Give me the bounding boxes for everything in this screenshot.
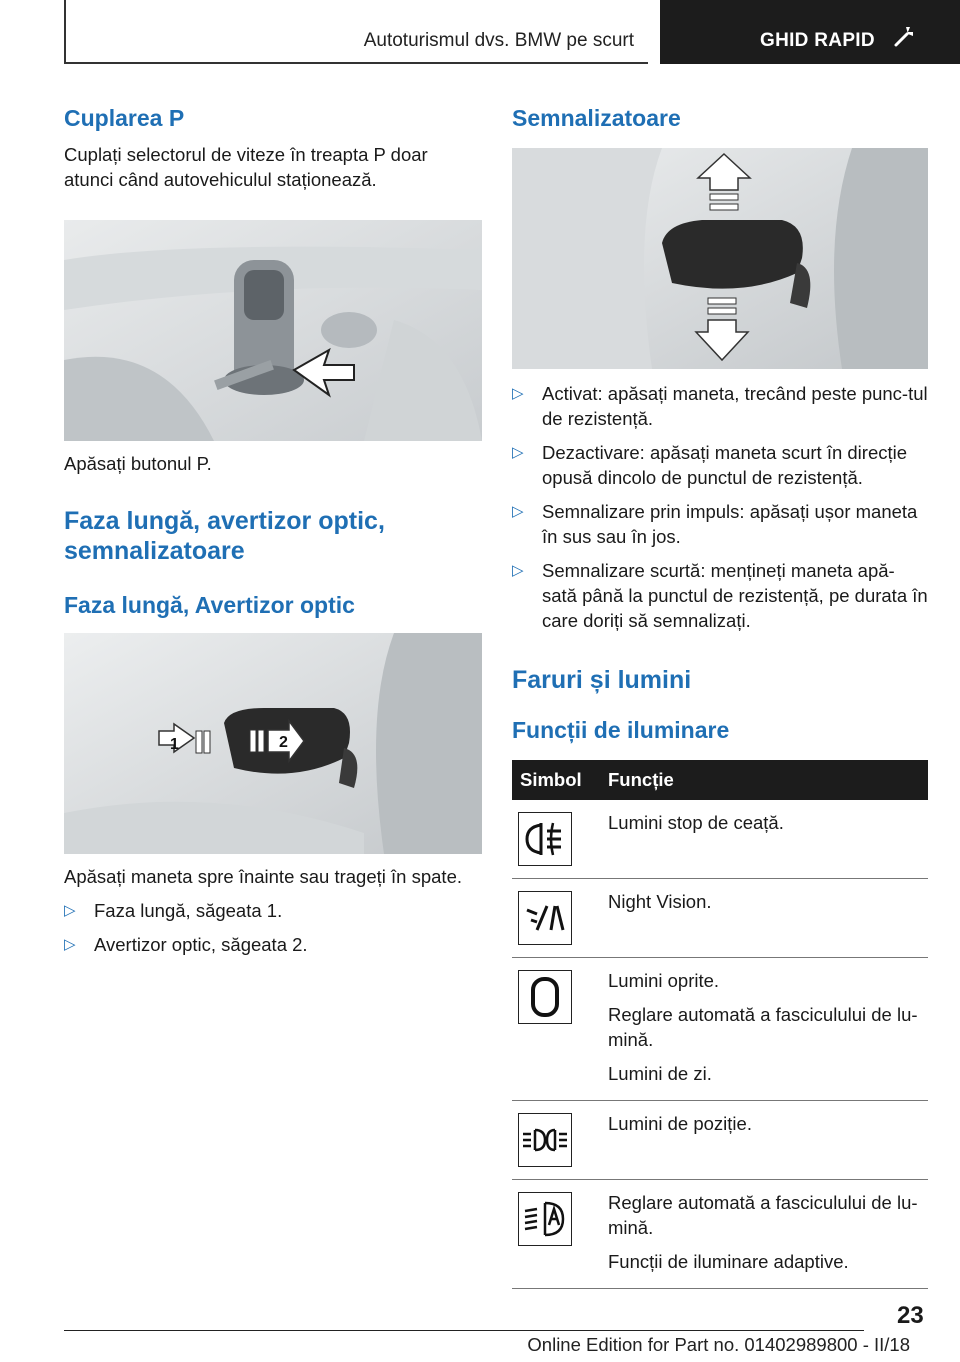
function-text: Lumini de poziție. — [608, 1113, 752, 1134]
heading-faruri-lumini: Faruri și lumini — [512, 666, 692, 694]
list-item: ▷ Semnalizare scurtă: mențineți maneta apă-sată până la punctul de rezistență, pe durata în care doriți să semnalizați. — [512, 560, 928, 631]
column-header-function: Funcție — [600, 760, 928, 800]
list-item: ▷ Dezactivare: apăsați maneta scurt în direcție opusă dincolo de punctul de rezistență. — [512, 442, 908, 488]
list-item: ▷ Avertizor optic, săgeata 2. — [64, 934, 308, 955]
list-item: ▷ Faza lungă, săgeata 1. — [64, 900, 283, 921]
table-header-row — [512, 760, 928, 800]
right-column — [512, 100, 928, 1289]
chapter-tab-label: GHID RAPID — [760, 30, 875, 51]
table-row — [512, 958, 928, 1101]
caption-lever: Apăsați maneta spre înainte sau trageți în spate. — [64, 866, 462, 887]
triangle-bullet-icon: ▷ — [512, 444, 524, 461]
list-semnalizatoare — [512, 381, 928, 633]
figure-turn-signal-lever — [512, 148, 928, 369]
table-row — [512, 800, 928, 879]
night-vision-icon — [518, 891, 572, 945]
list-faza-lunga — [64, 898, 482, 957]
figure-label-2: 2 — [279, 734, 288, 751]
footer-divider — [64, 1330, 864, 1331]
header-section-title: Autoturismul dvs. BMW pe scurt — [363, 30, 634, 51]
list-item: ▷ Activat: apăsați maneta, trecând peste punc-tul de rezistență. — [512, 383, 928, 429]
heading-faza-lunga-section: Faza lungă, avertizor optic, semnalizatoare — [64, 507, 385, 565]
function-text: Night Vision. — [608, 891, 712, 912]
rear-fog-light-icon — [518, 812, 572, 866]
triangle-bullet-icon: ▷ — [64, 902, 76, 919]
function-text: Lumini de zi. — [608, 1063, 712, 1084]
parking-lights-icon — [518, 1113, 572, 1167]
paragraph-cuplare: Cuplați selectorul de viteze în treapta P doar atunci când autovehiculul staționează. — [64, 144, 428, 190]
table-row — [512, 879, 928, 958]
function-text: Lumini oprite. — [608, 970, 720, 991]
lights-off-icon — [518, 970, 572, 1024]
function-text: Reglare automată a fasciculului de lu-mină. — [608, 1192, 918, 1238]
function-text: Funcții de iluminare adaptive. — [608, 1251, 849, 1272]
figure-label-1: 1 — [170, 736, 179, 753]
function-text: Lumini stop de ceață. — [608, 812, 784, 833]
wrench-icon — [892, 24, 916, 48]
auto-headlight-icon — [518, 1192, 572, 1246]
lighting-functions-table — [512, 760, 928, 1289]
list-item: ▷ Semnalizare prin impuls: apăsați ușor maneta în sus sau în jos. — [512, 501, 918, 547]
triangle-bullet-icon: ▷ — [512, 562, 524, 579]
triangle-bullet-icon: ▷ — [512, 385, 524, 402]
figure-headlight-lever — [64, 633, 482, 854]
triangle-bullet-icon: ▷ — [64, 936, 76, 953]
table-row — [512, 1101, 928, 1180]
heading-faza-lunga-sub: Faza lungă, Avertizor optic — [64, 592, 355, 618]
caption-press-p: Apăsați butonul P. — [64, 453, 212, 474]
heading-cuplare-p: Cuplarea P — [64, 105, 185, 131]
header-chapter-tab[interactable] — [660, 0, 960, 64]
header-section-box — [64, 0, 648, 64]
table-row — [512, 1180, 928, 1289]
heading-semnalizatoare: Semnalizatoare — [512, 105, 681, 131]
footer-edition: Online Edition for Part no. 01402989800 - II/18 — [527, 1334, 910, 1355]
heading-functii-iluminare: Funcții de iluminare — [512, 717, 730, 743]
figure-gear-selector — [64, 220, 482, 441]
page-number: 23 — [897, 1302, 924, 1329]
column-header-symbol: Simbol — [512, 760, 600, 800]
triangle-bullet-icon: ▷ — [512, 503, 524, 520]
left-column — [64, 100, 482, 966]
function-text: Reglare automată a fasciculului de lu-mină. — [608, 1004, 918, 1050]
